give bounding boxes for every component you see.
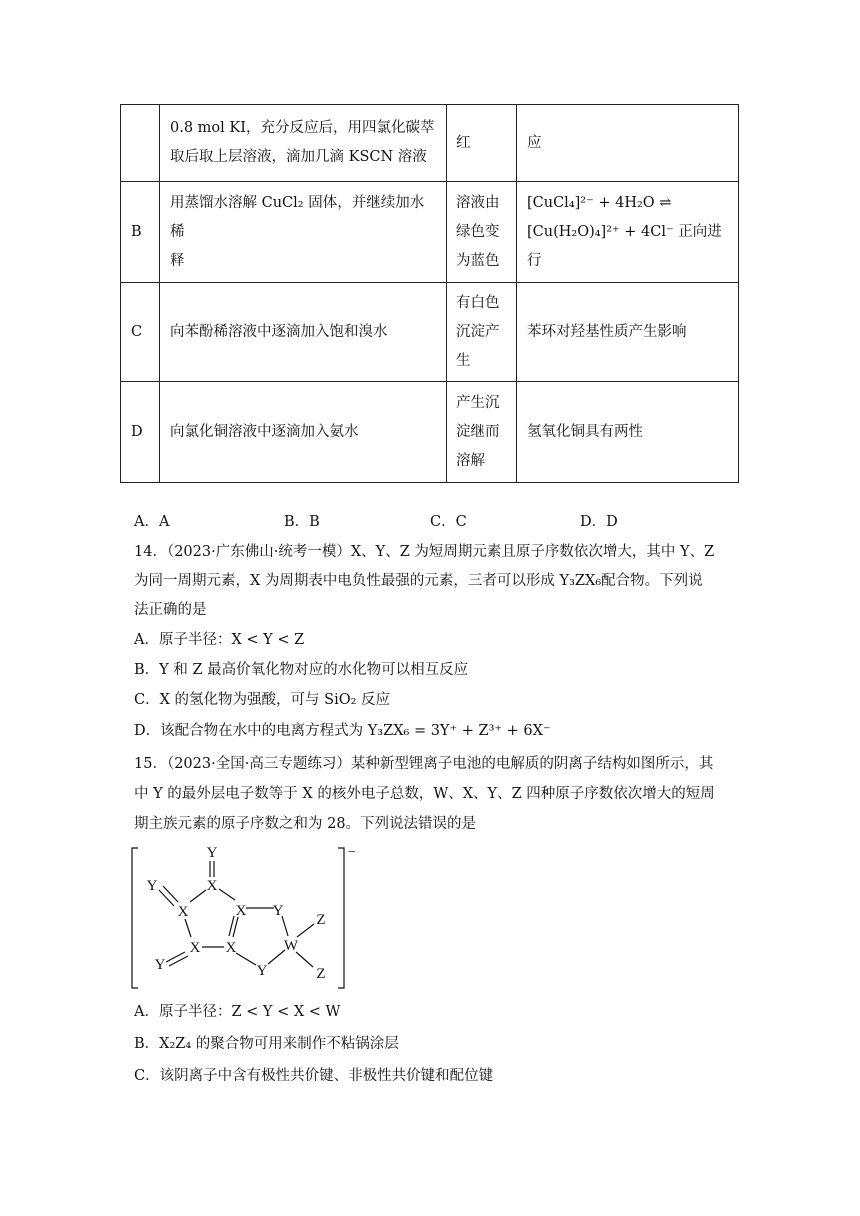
option-cell: B: [121, 182, 160, 283]
q15-stem-line: 期主族元素的原子序数之和为 28。下列说法错误的是: [134, 816, 477, 832]
operation-cell: 向苯酚稀溶液中逐滴加入饱和溴水: [160, 283, 447, 382]
atom-label: Y: [256, 963, 268, 979]
q13-choices: [134, 510, 734, 530]
operation-line: 0.8 mol KI，充分反应后，用四氯化碳萃: [170, 120, 435, 136]
phenomenon-line: 绿色变: [456, 223, 500, 240]
choice-a[interactable]: A．A: [134, 514, 170, 530]
atom-label: Z: [316, 912, 326, 928]
table-row: [121, 283, 739, 382]
atom-label: W: [283, 938, 299, 954]
q15-option-b[interactable]: B．X₂Z₄ 的聚合物可用来制作不粘锅涂层: [134, 1036, 399, 1052]
equation-tail: 正向进行: [527, 223, 722, 269]
atom-label: X: [189, 940, 201, 956]
table-row: [121, 182, 739, 283]
equation-line: [CuCl₄]²⁻ + 4H₂O ⇌: [527, 194, 672, 211]
choice-b[interactable]: B．B: [284, 514, 320, 530]
atom-label: X: [206, 878, 218, 894]
q15-stem-line: 中 Y 的最外层电子数等于 X 的核外电子总数，W、X、Y、Z 四种原子序数依次增大的短周: [134, 786, 715, 802]
conclusion-cell: 氢氧化铜具有两性: [517, 382, 739, 483]
q14-stem-line: 法正确的是: [134, 602, 207, 618]
charge-label: −: [348, 845, 356, 860]
option-cell: D: [121, 382, 160, 483]
q14-option-d[interactable]: D．该配合物在水中的电离方程式为 Y₃ZX₆ = 3Y⁺ + Z³⁺ + 6X⁻: [134, 723, 551, 739]
atom-label: X: [235, 903, 247, 919]
q15-stem-line: 15．（2023·全国·高三专题练习）某种新型锂离子电池的电解质的阴离子结构如图所示，其: [134, 756, 714, 772]
operation-line: 用蒸馏水溶解 CuCl₂ 固体，并继续加水稀: [170, 194, 425, 240]
left-bracket: [132, 848, 138, 988]
phenomenon-line: 生: [456, 352, 471, 369]
choice-d[interactable]: D．D: [580, 514, 618, 530]
q15-option-c[interactable]: C．该阴离子中含有极性共价键、非极性共价键和配位键: [134, 1068, 494, 1084]
q15-option-a[interactable]: A．原子半径：Z < Y < X < W: [134, 1004, 341, 1020]
atom-label: Y: [206, 845, 218, 861]
anion-structure-diagram: [128, 840, 368, 990]
phenomenon-cell: 红: [447, 105, 517, 182]
phenomenon-line: 溶液由: [456, 194, 500, 211]
q14-stem-line: 为同一周期元素，X 为周期表中电负性最强的元素，三者可以形成 Y₃ZX₆配合物。下列说: [134, 573, 703, 589]
conclusion-cell: 应: [517, 105, 739, 182]
conclusion-cell: [517, 182, 739, 283]
phenomenon-line: 淀继而: [456, 423, 500, 440]
q14-option-b[interactable]: B．Y 和 Z 最高价氧化物对应的水化物可以相互反应: [134, 662, 469, 678]
operation-cell: 向氯化铜溶液中逐滴加入氨水: [160, 382, 447, 483]
conclusion-cell: 苯环对羟基性质产生影响: [517, 283, 739, 382]
phenomenon-line: 溶解: [456, 452, 485, 469]
phenomenon-cell: [447, 283, 517, 382]
operation-line: 释: [170, 252, 185, 269]
equation-text: [Cu(H₂O)₄]²⁺ + 4Cl⁻: [527, 223, 674, 240]
option-cell: C: [121, 283, 160, 382]
atom-label: X: [177, 904, 189, 920]
q14-option-a[interactable]: A．原子半径：X < Y < Z: [134, 632, 305, 648]
phenomenon-line: 沉淀产: [456, 323, 500, 340]
table-row: [121, 105, 739, 182]
q14-stem-line: 14．（2023·广东佛山·统考一模）X、Y、Z 为短周期元素且原子序数依次增大，其中 Y、Z: [134, 544, 715, 560]
equation-line: [527, 218, 728, 276]
table-row: [121, 382, 739, 483]
operation-line: 取后取上层溶液，滴加几滴 KSCN 溶液: [170, 149, 427, 165]
q14-option-c[interactable]: C．X 的氢化物为强酸，可与 SiO₂ 反应: [134, 692, 391, 708]
phenomenon-line: 产生沉: [456, 394, 500, 411]
atom-label: Z: [316, 966, 326, 982]
phenomenon-line: 为蓝色: [456, 252, 500, 269]
operation-cell: [160, 182, 447, 283]
phenomenon-line: 有白色: [456, 294, 500, 311]
choice-c[interactable]: C．C: [430, 514, 467, 530]
operation-cell: [160, 105, 447, 182]
right-bracket: [338, 848, 344, 988]
experiment-table: [120, 104, 739, 483]
phenomenon-cell: [447, 382, 517, 483]
option-cell: [121, 105, 160, 182]
atom-label: Y: [146, 878, 158, 894]
phenomenon-cell: [447, 182, 517, 283]
atom-label: Y: [272, 903, 284, 919]
atom-label: X: [225, 940, 237, 956]
atom-label: Y: [154, 957, 166, 973]
